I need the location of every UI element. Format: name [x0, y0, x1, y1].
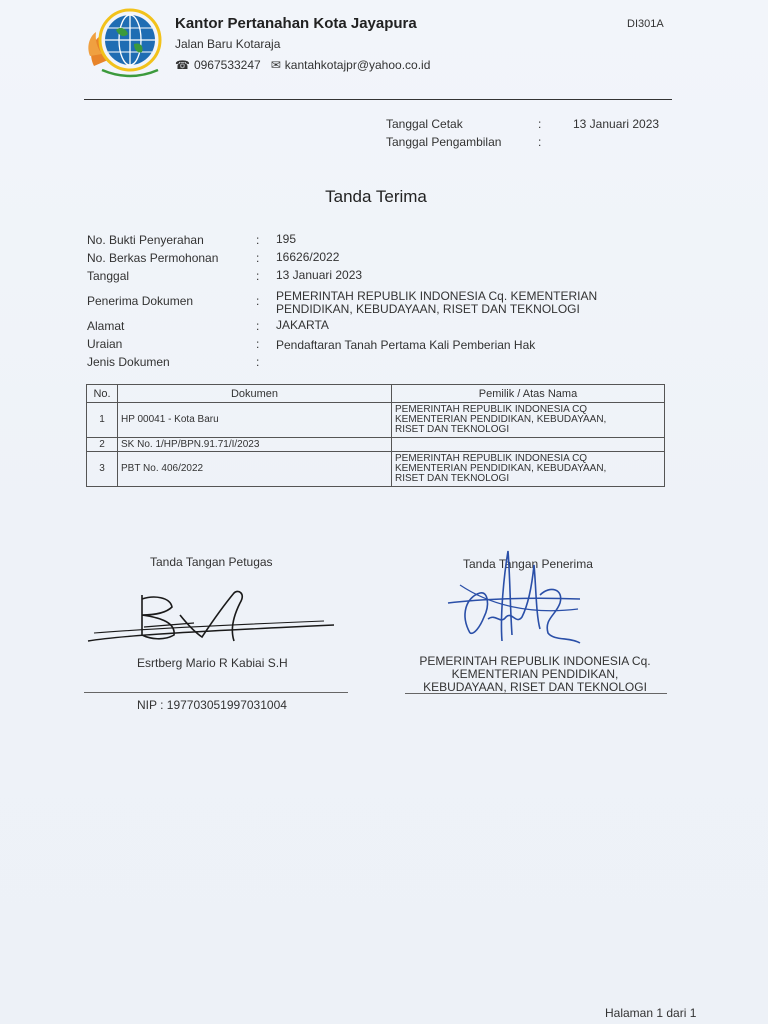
cell-pemilik — [392, 403, 665, 438]
receiver-signature-line — [405, 693, 667, 694]
field-value-bukti: 195 — [276, 232, 297, 246]
office-contact — [175, 58, 430, 72]
table-header-row — [87, 385, 665, 403]
officer-signature-line — [84, 692, 348, 693]
office-name: Kantor Pertanahan Kota Jayapura — [175, 15, 417, 32]
field-value-penerima-line1: PEMERINTAH REPUBLIK INDONESIA Cq. KEMENTERIAN — [276, 289, 598, 303]
header-divider — [84, 99, 672, 100]
field-colon: : — [256, 337, 260, 351]
field-value-tanggal: 13 Januari 2023 — [276, 268, 363, 282]
office-phone: 0967533247 — [193, 58, 261, 72]
officer-signature — [84, 585, 344, 655]
field-value-penerima-line2: PENDIDIKAN, KEBUDAYAAN, RISET DAN TEKNOLOGI — [276, 302, 580, 316]
officer-name: Esrtberg Mario R Kabiai S.H — [137, 656, 288, 670]
receiver-name-line: KEMENTERIAN PENDIDIKAN, — [451, 667, 619, 681]
cell-no: 3 — [87, 452, 118, 487]
col-header-pemilik: Pemilik / Atas Nama — [392, 385, 665, 403]
cell-no: 2 — [87, 438, 118, 452]
cell-dokumen: SK No. 1/HP/BPN.91.71/I/2023 — [118, 438, 392, 452]
table-row — [87, 438, 665, 452]
pemilik-line: PEMERINTAH REPUBLIK INDONESIA CQ — [395, 404, 588, 415]
field-colon: : — [256, 269, 260, 283]
field-label-jenis: Jenis Dokumen — [87, 355, 170, 369]
print-date-value: 13 Januari 2023 — [573, 117, 660, 131]
documents-table — [86, 384, 665, 487]
field-value-alamat: JAKARTA — [276, 318, 329, 332]
field-label-alamat: Alamat — [87, 319, 125, 333]
field-colon: : — [256, 233, 260, 247]
cell-no: 1 — [87, 403, 118, 438]
field-colon: : — [256, 294, 260, 308]
cell-dokumen: HP 00041 - Kota Baru — [118, 403, 392, 438]
field-label-tanggal: Tanggal — [87, 269, 130, 283]
field-label-penerima: Penerima Dokumen — [87, 294, 194, 308]
receiver-name-line: PEMERINTAH REPUBLIK INDONESIA Cq. — [419, 654, 651, 668]
pickup-date-label: Tanggal Pengambilan — [386, 135, 502, 149]
bpn-globe-logo — [86, 6, 162, 82]
receiver-signature-heading: Tanda Tangan Penerima — [463, 557, 593, 571]
pemilik-line: RISET DAN TEKNOLOGI — [395, 424, 510, 435]
page-title: Tanda Terima — [325, 187, 427, 206]
cell-dokumen: PBT No. 406/2022 — [118, 452, 392, 487]
pemilik-line: PEMERINTAH REPUBLIK INDONESIA CQ — [395, 453, 588, 464]
officer-nip: NIP : 197703051997031004 — [137, 698, 287, 712]
table-row — [87, 452, 665, 487]
field-colon: : — [256, 355, 260, 369]
pemilik-line: KEMENTERIAN PENDIDIKAN, KEBUDAYAAN, — [395, 463, 607, 474]
officer-signature-heading: Tanda Tangan Petugas — [150, 555, 273, 569]
phone-icon: ☎ — [175, 58, 190, 72]
pickup-date-colon: : — [538, 135, 542, 149]
col-header-dokumen: Dokumen — [118, 385, 392, 403]
field-colon: : — [256, 319, 260, 333]
office-address: Jalan Baru Kotaraja — [175, 37, 281, 51]
field-value-berkas: 16626/2022 — [276, 250, 340, 264]
pemilik-line: KEMENTERIAN PENDIDIKAN, KEBUDAYAAN, — [395, 414, 607, 425]
table-row — [87, 403, 665, 438]
page-number: Halaman 1 dari 1 — [605, 1006, 697, 1020]
receiver-name — [400, 655, 670, 694]
cell-pemilik — [392, 438, 665, 452]
receiver-name-line: KEBUDAYAAN, RISET DAN TEKNOLOGI — [423, 680, 647, 694]
cell-pemilik — [392, 452, 665, 487]
field-label-berkas: No. Berkas Permohonan — [87, 251, 219, 265]
field-label-bukti: No. Bukti Penyerahan — [87, 233, 204, 247]
col-header-no: No. — [87, 385, 118, 403]
receiver-signature — [440, 545, 590, 655]
pemilik-line: RISET DAN TEKNOLOGI — [395, 473, 510, 484]
field-value-uraian: Pendaftaran Tanah Pertama Kali Pemberian Hak — [276, 338, 536, 352]
office-email: kantahkotajpr@yahoo.co.id — [284, 58, 431, 72]
print-date-colon: : — [538, 117, 542, 131]
field-label-uraian: Uraian — [87, 337, 123, 351]
document-code: DI301A — [627, 18, 664, 30]
print-date-label: Tanggal Cetak — [386, 117, 463, 131]
envelope-icon: ✉ — [270, 58, 281, 72]
field-colon: : — [256, 251, 260, 265]
